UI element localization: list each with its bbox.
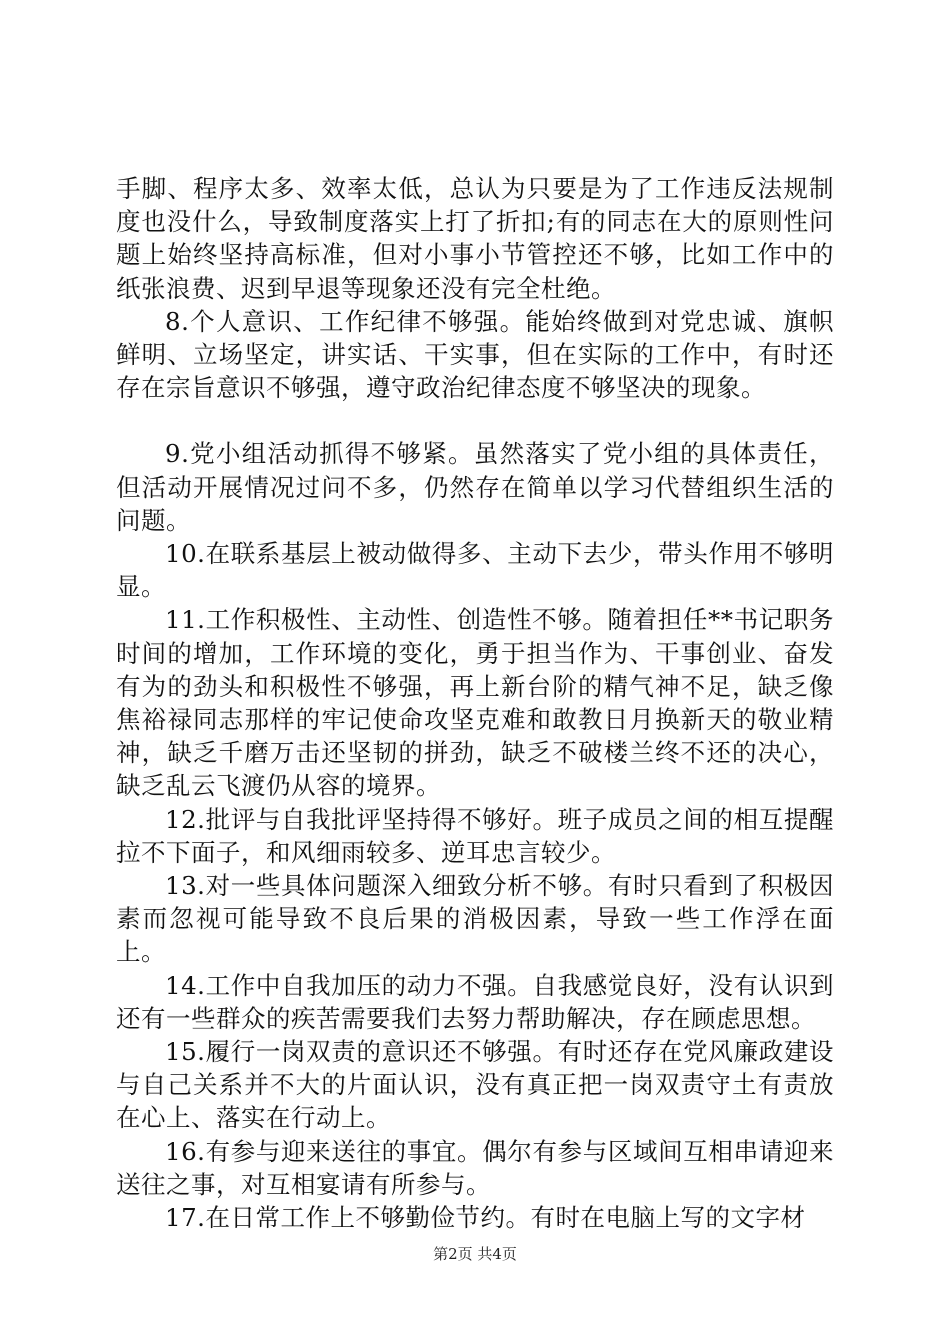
page-footer: 第2页 共4页 xyxy=(433,1245,517,1263)
paragraph-item-13: 13.对一些具体问题深入细致分析不够。有时只看到了积极因素而忽视可能导致不良后果的消极因素，导致一些工作浮在面上。 xyxy=(116,871,834,967)
paragraph-item-8: 8.个人意识、工作纪律不够强。能始终做到对党忠诚、旗帜鲜明、立场坚定，讲实话、干实事，但在实际的工作中，有时还存在宗旨意识不够强，遵守政治纪律态度不够坚决的现象。 xyxy=(116,306,834,403)
paragraph-item-11: 11.工作积极性、主动性、创造性不够。随着担任**书记职务时间的增加，工作环境的变化，勇于担当作为、干事创业、奋发有为的劲头和积极性不够强，再上新台阶的精气神不足，缺乏像焦裕禄同志那样的牢记使命攻坚克难和敢教日月换新天的敬业精神，缺乏千磨万击还坚韧的拼劲，缺乏不破楼兰终不还的决心，缺乏乱云飞渡仍从容的境界。 xyxy=(116,605,834,801)
paragraph-item-10: 10.在联系基层上被动做得多、主动下去少，带头作用不够明显。 xyxy=(116,539,834,602)
paragraph-item-12: 12.批评与自我批评坚持得不够好。班子成员之间的相互提醒拉不下面子，和风细雨较多、逆耳忠言较少。 xyxy=(116,804,834,867)
paragraph-item-16: 16.有参与迎来送往的事宜。偶尔有参与区域间互相串请迎来送往之事，对互相宴请有所参与。 xyxy=(116,1136,834,1199)
paragraph-item-9: 9.党小组活动抓得不够紧。虽然落实了党小组的具体责任，但活动开展情况过问不多，仍然存在简单以学习代替组织生活的问题。 xyxy=(116,439,834,535)
paragraph-continuation: 手脚、程序太多、效率太低，总认为只要是为了工作违反法规制度也没什么，导致制度落实上打了折扣;有的同志在大的原则性问题上始终坚持高标准，但对小事小节管控还不够，比如工作中的纸张浪费、迟到早退等现象还没有完全杜绝。 xyxy=(116,174,834,303)
document-body xyxy=(116,172,834,1234)
paragraph-item-15: 15.履行一岗双责的意识还不够强。有时还存在党风廉政建设与自己关系并不大的片面认识，没有真正把一岗双责守土有责放在心上、落实在行动上。 xyxy=(116,1037,834,1133)
paragraph-item-14: 14.工作中自我加压的动力不强。自我感觉良好，没有认识到还有一些群众的疾苦需要我们去努力帮助解决，存在顾虑思想。 xyxy=(116,970,834,1033)
paragraph-item-17: 17.在日常工作上不够勤俭节约。有时在电脑上写的文字材 xyxy=(165,1203,806,1233)
